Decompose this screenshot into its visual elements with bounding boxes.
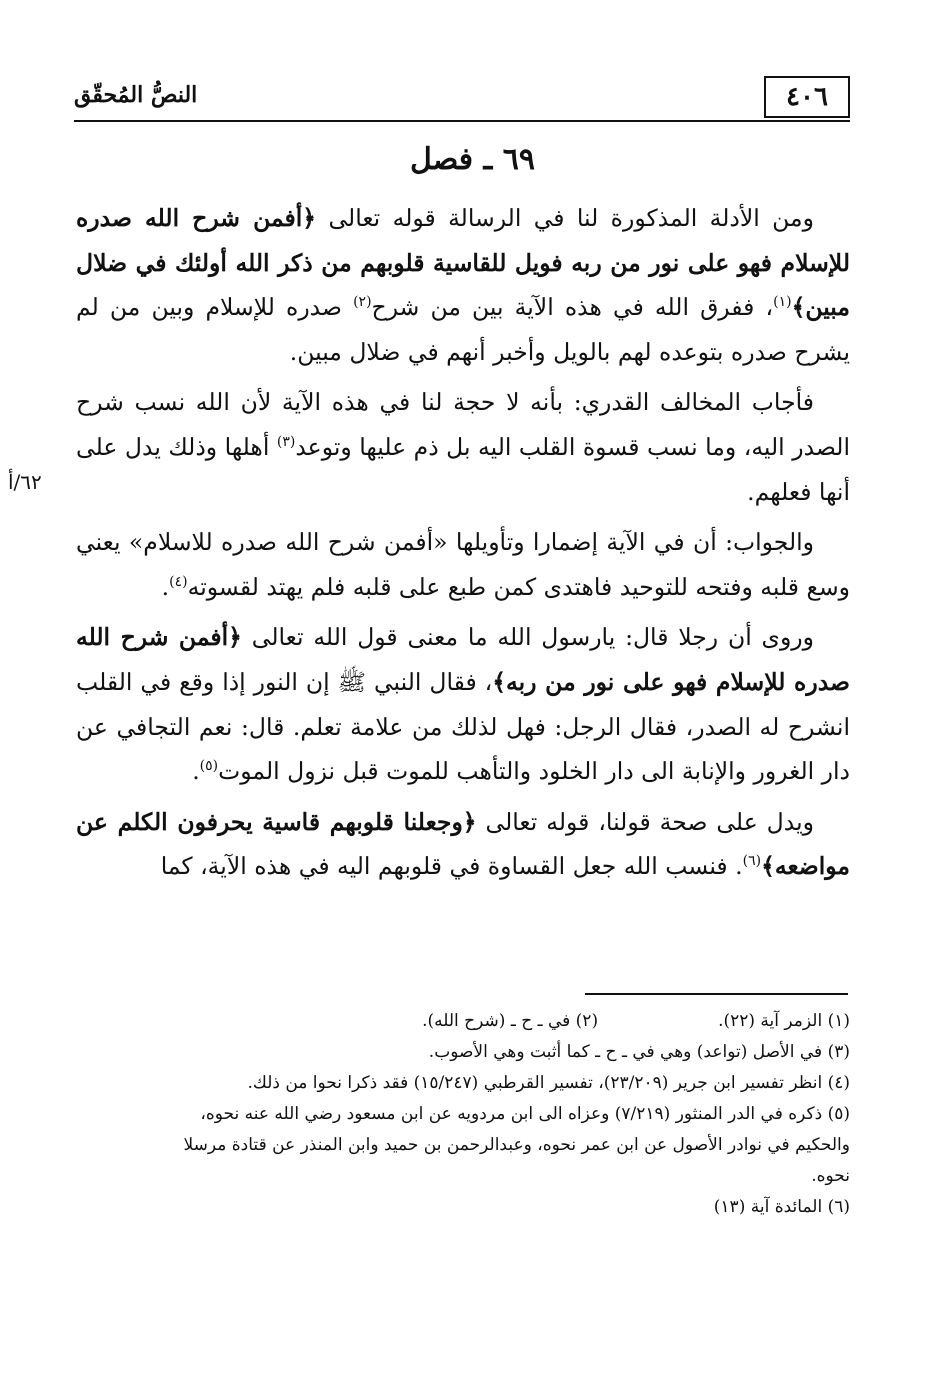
quran-quote: ﴿أفمن شرح الله صدره للإسلام فهو على نور من ربه فويل للقاسية قلوبهم من ذكر الله أولئك في ضلال مبين﴾ [76, 204, 850, 322]
paragraph [76, 520, 850, 609]
footnote-marker: (٦) [742, 853, 762, 870]
footnote-1: (١) الزمر آية (٢٢). [718, 1011, 850, 1031]
quran-quote: ﴿أفمن شرح الله صدره للإسلام فهو على نور من ربه﴾ [76, 623, 850, 696]
footnote-marker: (١) [773, 294, 792, 311]
text-run: والجواب: أن في الآية إضمارا وتأويلها «أفمن شرح الله صدره للاسلام» يعني وسع قلبه وفتحه للتوحيد فاهتدى كمن طبع على قلبه فلم يهتد لقسوته [76, 528, 850, 601]
text-run: ويدل على صحة قولنا، قوله تعالى [476, 807, 814, 836]
text-run: . فنسب الله جعل القساوة في قلوبهم اليه في هذه الآية، كما [160, 852, 743, 881]
text-run: ، ففرق الله في هذه الآية بين من شرح [371, 293, 774, 322]
footnote-4: (٤) انظر تفسير ابن جرير (٢٣/٢٠٩)، تفسير القرطبي (١٥/٢٤٧) فقد ذكرا نحوا من ذلك. [247, 1073, 850, 1093]
footnotes [130, 1006, 850, 1223]
chapter-title: ٦٩ ـ فصل [410, 142, 535, 177]
footnote-marker: (٣) [276, 434, 296, 451]
footnote-row [130, 1006, 850, 1037]
text-run: وروى أن رجلا قال: يارسول الله ما معنى قول الله تعالى [241, 623, 814, 652]
page-number: ٤٠٦ [764, 76, 850, 118]
body-text [76, 196, 850, 895]
text-run: . [192, 757, 200, 786]
footnote-5-continued: والحكيم في نوادر الأصول عن ابن عمر نحوه، وعبدالرحمن بن حميد وابن المنذر عن قتادة مرسلا [183, 1135, 850, 1155]
page-header [74, 68, 850, 124]
paragraph [76, 196, 850, 374]
margin-folio-note: ٦٢/أ [8, 470, 42, 494]
text-run: . [161, 572, 170, 601]
footnote-3: (٣) في الأصل (تواعد) وهي في ـ ح ـ كما أثبت وهي الأصوب. [428, 1042, 850, 1062]
text-run: ، فقال النبي ﷺ إن النور إذا وقع في القلب انشرح له الصدر، فقال الرجل: فهل لذلك من علامة تعلم. قال: نعم التجافي عن دار الغرور والإنابة الى دار الخلود والتأهب للموت قبل نزول الموت [76, 667, 850, 786]
footnote-marker: (٢) [353, 294, 372, 311]
text-run: ومن الأدلة المذكورة لنا في الرسالة قوله تعالى [316, 204, 814, 232]
footnote-5-end: نحوه. [811, 1166, 850, 1186]
running-title: النصُّ المُحقّق [74, 82, 198, 108]
paragraph [76, 615, 850, 793]
text-run: صدره للإسلام وبين من لم يشرح صدره بتوعده لهم بالويل وأخبر أنهم في ضلال مبين. [76, 293, 850, 366]
paragraph [76, 380, 850, 514]
text-run: أهلها وذلك يدل على أنها فعلهم. [76, 432, 850, 506]
footnote-separator [585, 993, 848, 995]
text-run: فأجاب المخالف القدري: بأنه لا حجة لنا في هذه الآية لأن الله نسب شرح الصدر اليه، وما نسب قسوة القلب اليه بل ذم عليها وتوعد [76, 388, 850, 461]
footnote-6: (٦) المائدة آية (١٣) [713, 1197, 850, 1217]
paragraph [76, 800, 850, 889]
footnote-marker: (٥) [199, 758, 219, 775]
quran-quote: ﴿وجعلنا قلوبهم قاسية يحرفون الكلم عن مواضعه﴾ [76, 807, 850, 881]
footnote-2: (٢) في ـ ح ـ (شرح الله). [422, 1011, 599, 1031]
footnote-marker: (٤) [169, 573, 188, 590]
header-rule [74, 120, 850, 122]
footnote-5: (٥) ذكره في الدر المنثور (٧/٢١٩) وعزاه الى ابن مردويه عن ابن مسعود رضي الله عنه نحوه، [200, 1104, 850, 1124]
